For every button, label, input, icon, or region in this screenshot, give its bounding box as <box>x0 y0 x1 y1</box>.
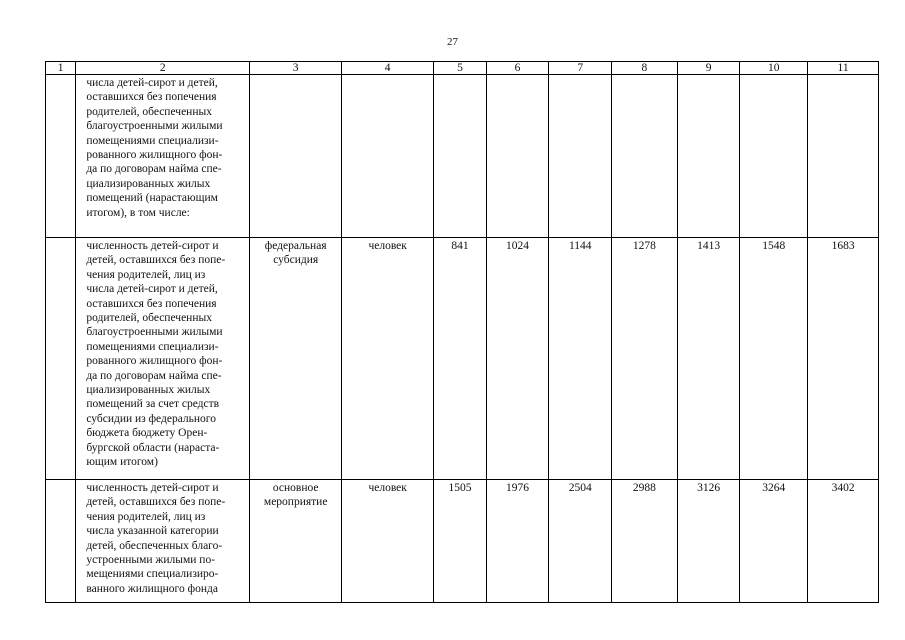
description-text: численность детей-сирот и детей, оставшихся без попе- чения родителей, лиц из числа детей-сирот и детей, оставшихся без попечения родителей, обеспеченных благоустроенными жилыми помещениями специализи- рованного жилищного фон- да по договорам найма спе- циализированных жилых помещений за счет средств субсидии из федерального бюджета бюджету Орен- бургской области (нараста- ющим итогом) <box>86 240 226 469</box>
source-cell <box>250 75 342 238</box>
table-row <box>46 75 879 238</box>
value-cell: 3126 <box>677 480 740 603</box>
column-header: 6 <box>486 62 549 75</box>
value-cell: 1024 <box>486 238 549 480</box>
value-cell: 3264 <box>740 480 808 603</box>
column-header: 4 <box>342 62 434 75</box>
column-header: 1 <box>46 62 76 75</box>
value-cell: 1505 <box>434 480 487 603</box>
row-index-cell <box>46 75 76 238</box>
description-cell <box>76 480 250 603</box>
table-header-row <box>46 62 879 75</box>
value-cell: 1413 <box>677 238 740 480</box>
value-cell <box>549 75 612 238</box>
value-cell: 2504 <box>549 480 612 603</box>
page-number: 27 <box>447 36 458 48</box>
value-cell: 1976 <box>486 480 549 603</box>
column-header: 9 <box>677 62 740 75</box>
value-cell: 1548 <box>740 238 808 480</box>
value-cell: 1144 <box>549 238 612 480</box>
column-header: 11 <box>808 62 879 75</box>
value-cell: 841 <box>434 238 487 480</box>
table-row <box>46 480 879 603</box>
description-cell <box>76 75 250 238</box>
value-cell: 1278 <box>612 238 678 480</box>
column-header: 8 <box>612 62 678 75</box>
data-table <box>45 61 879 603</box>
unit-cell <box>342 75 434 238</box>
column-header: 10 <box>740 62 808 75</box>
unit-cell: человек <box>342 238 434 480</box>
description-cell <box>76 238 250 480</box>
value-cell <box>612 75 678 238</box>
value-cell: 3402 <box>808 480 879 603</box>
value-cell <box>486 75 549 238</box>
row-index-cell <box>46 480 76 603</box>
column-header: 3 <box>250 62 342 75</box>
value-cell: 1683 <box>808 238 879 480</box>
value-cell <box>740 75 808 238</box>
source-cell: основное мероприятие <box>250 480 342 603</box>
column-header: 5 <box>434 62 487 75</box>
value-cell: 2988 <box>612 480 678 603</box>
description-text: численность детей-сирот и детей, оставшихся без попе- чения родителей, лиц из числа указанной категории детей, обеспеченных благо- устроенными жилыми по- мещениями специализиро- ванного жилищного фонда <box>86 482 226 595</box>
table-row <box>46 238 879 480</box>
value-cell <box>434 75 487 238</box>
description-text: числа детей-сирот и детей, оставшихся без попечения родителей, обеспеченных благоустроенными жилыми помещениями специализи- рованного жилищного фон- да по договорам найма спе- циализированных жилых помещений (нарастающим итогом), в том числе: <box>86 77 223 219</box>
value-cell <box>808 75 879 238</box>
value-cell <box>677 75 740 238</box>
source-cell: федеральная субсидия <box>250 238 342 480</box>
row-index-cell <box>46 238 76 480</box>
column-header: 2 <box>76 62 250 75</box>
column-header: 7 <box>549 62 612 75</box>
unit-cell: человек <box>342 480 434 603</box>
